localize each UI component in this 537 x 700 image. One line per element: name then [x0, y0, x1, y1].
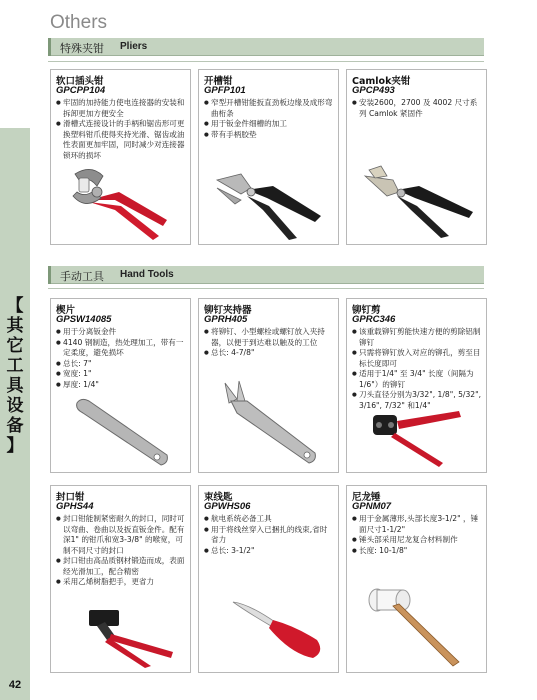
product-card-gphs44: [50, 485, 191, 673]
feature-item: ● 刀头直径分别为3/32", 1/8", 5/32", 3/16", 7/32" 和1/4": [352, 390, 482, 411]
feature-item: ● 总长: 4-7/8": [204, 348, 334, 359]
product-name: 尼龙锤: [352, 492, 381, 503]
product-features: [204, 327, 334, 359]
product-code: GPWHS06: [204, 501, 251, 512]
sheet-wedge-image: [71, 391, 171, 471]
feature-item: ● 总长: 3-1/2": [204, 546, 334, 557]
sidebar-char: 备: [6, 416, 24, 436]
sidebar-char: 工: [6, 356, 24, 376]
product-code: GPNM07: [352, 501, 392, 512]
product-features: [352, 327, 482, 411]
section-title-en: Pliers: [120, 41, 148, 52]
product-name: 开槽钳: [204, 76, 233, 87]
section-marker: [48, 266, 51, 284]
product-features: [204, 98, 334, 140]
section-marker: [48, 38, 51, 56]
sidebar-char: 它: [6, 336, 24, 356]
nylon-hammer-image: [363, 582, 473, 670]
sidebar-char: 】: [6, 436, 24, 456]
feature-item: ● 适用于1/4" 至 3/4" 长度（间隔为1/6"）的铆钉: [352, 369, 482, 390]
product-features: [352, 98, 482, 119]
feature-item: ● 总长: 7": [56, 359, 186, 370]
section-header-hand-tools: [48, 266, 484, 284]
product-features: [56, 327, 186, 390]
product-card-gprc346: [346, 298, 487, 473]
feature-item: ● 牢固的加持能力使电连接器的安装和拆卸更加方便安全: [56, 98, 186, 119]
sidebar-char: 具: [6, 376, 24, 396]
product-card-gpcpp104: [50, 69, 191, 245]
product-code: GPCP493: [352, 85, 395, 96]
camlok-pliers-image: [357, 162, 481, 242]
product-code: GPHS44: [56, 501, 94, 512]
rivet-holder-image: [217, 375, 321, 467]
feature-item: ● 用于金属薄形,头部长度3-1/2" ，锤面尺寸1-1/2": [352, 514, 482, 535]
section-divider: [48, 61, 484, 62]
category-title: Others: [50, 12, 108, 33]
product-features: [56, 98, 186, 161]
sidebar-char: 【: [6, 296, 24, 316]
section-title-zh: 特殊夹钳: [60, 42, 104, 55]
product-name: 铆钉剪: [352, 305, 381, 316]
hand-seamer-image: [85, 606, 181, 670]
product-code: GPSW14085: [56, 314, 112, 325]
feature-item: ● 用于将线丝穿入已捆扎的线束,省时省力: [204, 525, 334, 546]
feature-item: ● 带有手柄胶垫: [204, 130, 334, 141]
product-card-gpsw14085: [50, 298, 191, 473]
feature-item: ● 该重载铆钉剪能快速方便的剪除铝制铆钉: [352, 327, 482, 348]
slip-joint-pliers-image: [67, 162, 179, 242]
product-features: [56, 514, 186, 588]
product-name: Camlok夹钳: [352, 76, 411, 87]
feature-item: ● 宽度: 1": [56, 369, 186, 380]
sidebar-char: 其: [6, 316, 24, 336]
feature-item: ● 封口钳能制紧密耐久的封口，同时可以弯曲、卷曲以及扳直钣金件。配有深1" 的钳爪和宽3-3/8" 的喉宽，可制不同尺寸的封口: [56, 514, 186, 556]
page-number: 42: [8, 679, 22, 691]
product-name: 楔片: [56, 305, 76, 316]
product-features: [352, 514, 482, 556]
feature-item: ● 封口钳由高品质钢材锻造而成，表面经光滑加工，配合精密: [56, 556, 186, 577]
product-name: 软口插头钳: [56, 76, 104, 87]
product-name: 束线匙: [204, 492, 233, 503]
feature-item: ● 锤头部采用尼龙复合材料制作: [352, 535, 482, 546]
feature-item: ● 厚度: 1/4": [56, 380, 186, 391]
product-card-gpcp493: [346, 69, 487, 245]
feature-item: ● 窄型开槽钳能扳直劲板边缘及成形弯曲桁条: [204, 98, 334, 119]
section-header-pliers: [48, 38, 484, 56]
product-code: GPCPP104: [56, 85, 106, 96]
product-card-gprh405: [198, 298, 339, 473]
sidebar-char: 设: [6, 396, 24, 416]
feature-item: ● 用于分离钣金件: [56, 327, 186, 338]
wire-harness-spoon-image: [229, 596, 329, 666]
sidebar-title: [0, 296, 30, 456]
feature-item: ● 航电系统必备工具: [204, 514, 334, 525]
product-card-gpfp101: [198, 69, 339, 245]
product-name: 封口钳: [56, 492, 85, 503]
feature-item: ● 长度: 10-1/8": [352, 546, 482, 557]
product-card-gpnm07: [346, 485, 487, 673]
feature-item: ● 安装2600，2700 及 4002 尺寸系列 Camlok 紧固件: [352, 98, 482, 119]
feature-item: ● 用于钣金件细槽的加工: [204, 119, 334, 130]
product-card-gpwhs06: [198, 485, 339, 673]
seaming-pliers-image: [211, 166, 331, 242]
product-features: [204, 514, 334, 556]
product-code: GPFP101: [204, 85, 246, 96]
section-divider: [48, 288, 484, 289]
product-code: GPRH405: [204, 314, 248, 325]
feature-item: ● 采用乙烯树脂把手，更省力: [56, 577, 186, 588]
product-name: 铆钉夹持器: [204, 305, 252, 316]
product-code: GPRC346: [352, 314, 396, 325]
feature-item: ● 4140 钢制造，热处理加工，带有一定柔度，避免损坏: [56, 338, 186, 359]
feature-item: ● 滑槽式连接设计的手柄和锯齿形可更换塑料钳爪使得夹持光滑、锯齿或油性表面更加牢固，同时减少对连接器锁环的损坏: [56, 119, 186, 161]
section-title-en: Hand Tools: [120, 269, 174, 280]
feature-item: ● 只需将铆钉放入对应的铆孔，剪至目标长度即可: [352, 348, 482, 369]
section-title-zh: 手动工具: [60, 270, 104, 283]
feature-item: ● 将铆钉、小型螺栓或螺钉放入夹持器，以便于到达难以触及的工位: [204, 327, 334, 348]
rivet-cutter-image: [369, 405, 465, 469]
